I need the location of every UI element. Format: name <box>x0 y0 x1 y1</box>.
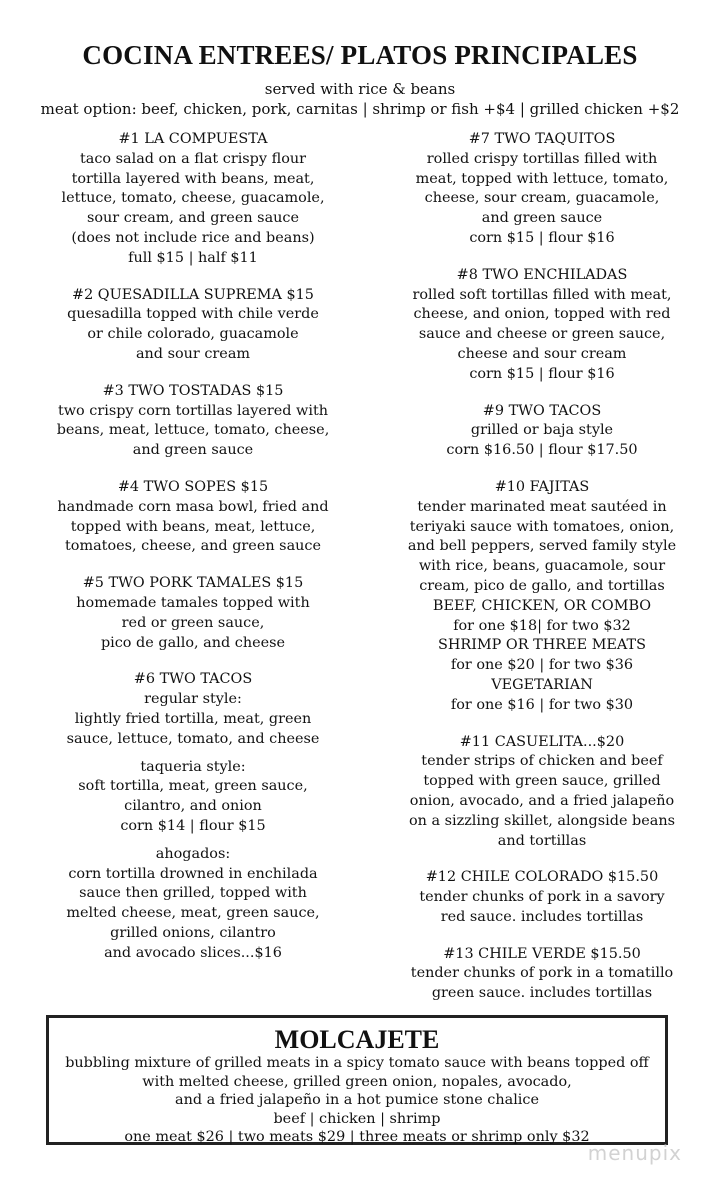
item-title: #8 TWO ENCHILADAS <box>456 266 628 283</box>
item-line: sauce, lettuce, tomato, and cheese <box>66 730 320 747</box>
item-line: onion, avocado, and a fried jalapeño <box>409 792 675 809</box>
item-title: #2 QUESADILLA SUPREMA $15 <box>72 286 314 303</box>
menu-item-5 <box>18 574 368 653</box>
item-title: #9 TWO TACOS <box>482 402 602 419</box>
item-title: #11 CASUELITA...$20 <box>459 733 625 750</box>
item-title: #7 TWO TAQUITOS <box>468 131 616 147</box>
menu-item-10 <box>372 478 712 716</box>
molcajete-line: bubbling mixture of grilled meats in a spicy tomato sauce with beans topped off <box>65 1055 649 1071</box>
item-line: lightly fried tortilla, meat, green <box>74 710 312 727</box>
item-line: tender chunks of pork in a tomatillo <box>410 965 674 982</box>
item-line: and tortillas <box>497 832 587 849</box>
item-line: and bell peppers, served family style <box>407 538 677 555</box>
item-line: corn tortilla drowned in enchilada <box>68 865 318 882</box>
molcajete-price: one meat $26 | two meats $29 | three meats or shrimp only $32 <box>124 1129 590 1145</box>
subtitle: served with rice & beans <box>264 80 456 98</box>
item-line: tender marinated meat sautéed in <box>417 498 667 515</box>
left-column <box>18 130 368 980</box>
item-title: #5 TWO PORK TAMALES $15 <box>82 575 304 592</box>
item-price: full $15 | half $11 <box>128 249 258 266</box>
item-line: rolled soft tortillas filled with meat, <box>412 286 672 303</box>
item-title: #10 FAJITAS <box>494 478 590 495</box>
item-line: (does not include rice and beans) <box>71 229 315 246</box>
molcajete-line: with melted cheese, grilled green onion, nopales, avocado, <box>142 1073 572 1090</box>
molcajete-title: MOLCAJETE <box>274 1025 440 1054</box>
meat-options: meat option: beef, chicken, pork, carnitas | shrimp or fish +$4 | grilled chicken +$2 <box>40 100 680 118</box>
item-line: and sour cream <box>135 345 251 362</box>
item-line: pico de gallo, and cheese <box>100 634 286 651</box>
item-price: corn $15 | flour $16 <box>469 229 615 246</box>
item-line: grilled or baja style <box>470 422 614 439</box>
option-label: VEGETARIAN <box>491 676 593 693</box>
page-title: COCINA ENTREES/ PLATOS PRINCIPALES <box>82 40 638 70</box>
item-line: rolled crispy tortillas filled with <box>426 150 658 167</box>
item-title: #12 CHILE COLORADO $15.50 <box>425 869 659 886</box>
item-line: sauce then grilled, topped with <box>79 885 307 902</box>
menu-item-8 <box>372 266 712 385</box>
item-line: sour cream, and green sauce <box>86 210 299 227</box>
item-line: tomatoes, cheese, and green sauce <box>65 538 321 555</box>
item-line: cheese, and onion, topped with red <box>413 306 671 323</box>
item-price: corn $14 | flour $15 <box>120 817 266 834</box>
item-price: corn $16.50 | flour $17.50 <box>446 442 638 459</box>
item-line: lettuce, tomato, cheese, guacamole, <box>61 190 325 207</box>
item-line: or chile colorado, guacamole <box>87 326 299 343</box>
item-price: and avocado slices...$16 <box>104 944 282 961</box>
item-line: red or green sauce, <box>121 614 265 631</box>
menu-item-6 <box>18 670 368 963</box>
option-label: SHRIMP OR THREE MEATS <box>438 637 646 654</box>
item-line: teriyaki sauce with tomatoes, onion, <box>409 518 675 535</box>
item-line: topped with green sauce, grilled <box>423 773 661 790</box>
item-line: handmade corn masa bowl, fried and <box>57 498 329 515</box>
item-line: taco salad on a flat crispy flour <box>79 150 307 167</box>
style-label: taqueria style: <box>140 758 246 775</box>
item-line: with rice, beans, guacamole, sour <box>418 558 666 575</box>
item-line: red sauce. includes tortillas <box>440 908 644 925</box>
menu-header <box>0 0 720 119</box>
item-line: cheese and sour cream <box>457 345 627 362</box>
item-title: #6 TWO TACOS <box>133 671 253 688</box>
style-label: ahogados: <box>155 845 231 862</box>
item-line: meat, topped with lettuce, tomato, <box>415 170 669 187</box>
molcajete-box <box>46 1015 668 1145</box>
item-line: grilled onions, cilantro <box>110 924 276 941</box>
right-column <box>372 130 712 1021</box>
option-label: BEEF, CHICKEN, OR COMBO <box>432 597 652 614</box>
menu-item-1 <box>18 130 368 269</box>
item-line: and green sauce <box>481 210 603 227</box>
item-line: cilantro, and onion <box>124 798 262 815</box>
item-line: beans, meat, lettuce, tomato, cheese, <box>56 422 330 439</box>
item-line: green sauce. includes tortillas <box>431 985 653 1002</box>
item-line: cheese, sour cream, guacamole, <box>424 190 660 207</box>
menu-item-7 <box>372 130 712 249</box>
item-price: for one $16 | for two $30 <box>450 696 634 713</box>
item-line: topped with beans, meat, lettuce, <box>70 518 316 535</box>
item-price: for one $20 | for two $36 <box>450 657 634 674</box>
menu-item-11 <box>372 733 712 852</box>
menu-item-12 <box>372 868 712 927</box>
menu-item-4 <box>18 478 368 557</box>
item-line: two crispy corn tortillas layered with <box>57 402 329 419</box>
item-title: #1 LA COMPUESTA <box>118 131 268 147</box>
item-line: tender chunks of pork in a savory <box>419 889 665 906</box>
item-price: for one $18| for two $32 <box>453 617 631 634</box>
molcajete-options: beef | chicken | shrimp <box>273 1110 441 1127</box>
item-line: cream, pico de gallo, and tortillas <box>419 577 665 594</box>
item-line: and green sauce <box>132 442 254 459</box>
regular-style <box>18 690 368 749</box>
item-line: homemade tamales topped with <box>76 594 310 611</box>
menu-item-9 <box>372 402 712 461</box>
item-line: melted cheese, meat, green sauce, <box>66 905 320 922</box>
item-title: #13 CHILE VERDE $15.50 <box>443 945 641 962</box>
ahogados-style <box>18 845 368 964</box>
item-line: quesadilla topped with chile verde <box>67 306 319 323</box>
watermark-logo: menupix <box>587 1141 682 1165</box>
item-price: corn $15 | flour $16 <box>469 365 615 382</box>
item-line: tender strips of chicken and beef <box>421 753 663 770</box>
taqueria-style <box>18 758 368 837</box>
item-title: #3 TWO TOSTADAS $15 <box>102 382 284 399</box>
item-line: sauce and cheese or green sauce, <box>418 326 666 343</box>
item-line: tortilla layered with beans, meat, <box>71 170 315 187</box>
menu-item-13 <box>372 945 712 1004</box>
item-title: #4 TWO SOPES $15 <box>117 478 269 495</box>
item-line: soft tortilla, meat, green sauce, <box>78 778 308 795</box>
menu-item-2 <box>18 286 368 365</box>
item-line: on a sizzling skillet, alongside beans <box>408 812 675 829</box>
menu-item-3 <box>18 382 368 461</box>
style-label: regular style: <box>144 691 242 708</box>
molcajete-line: and a fried jalapeño in a hot pumice stone chalice <box>174 1092 539 1108</box>
